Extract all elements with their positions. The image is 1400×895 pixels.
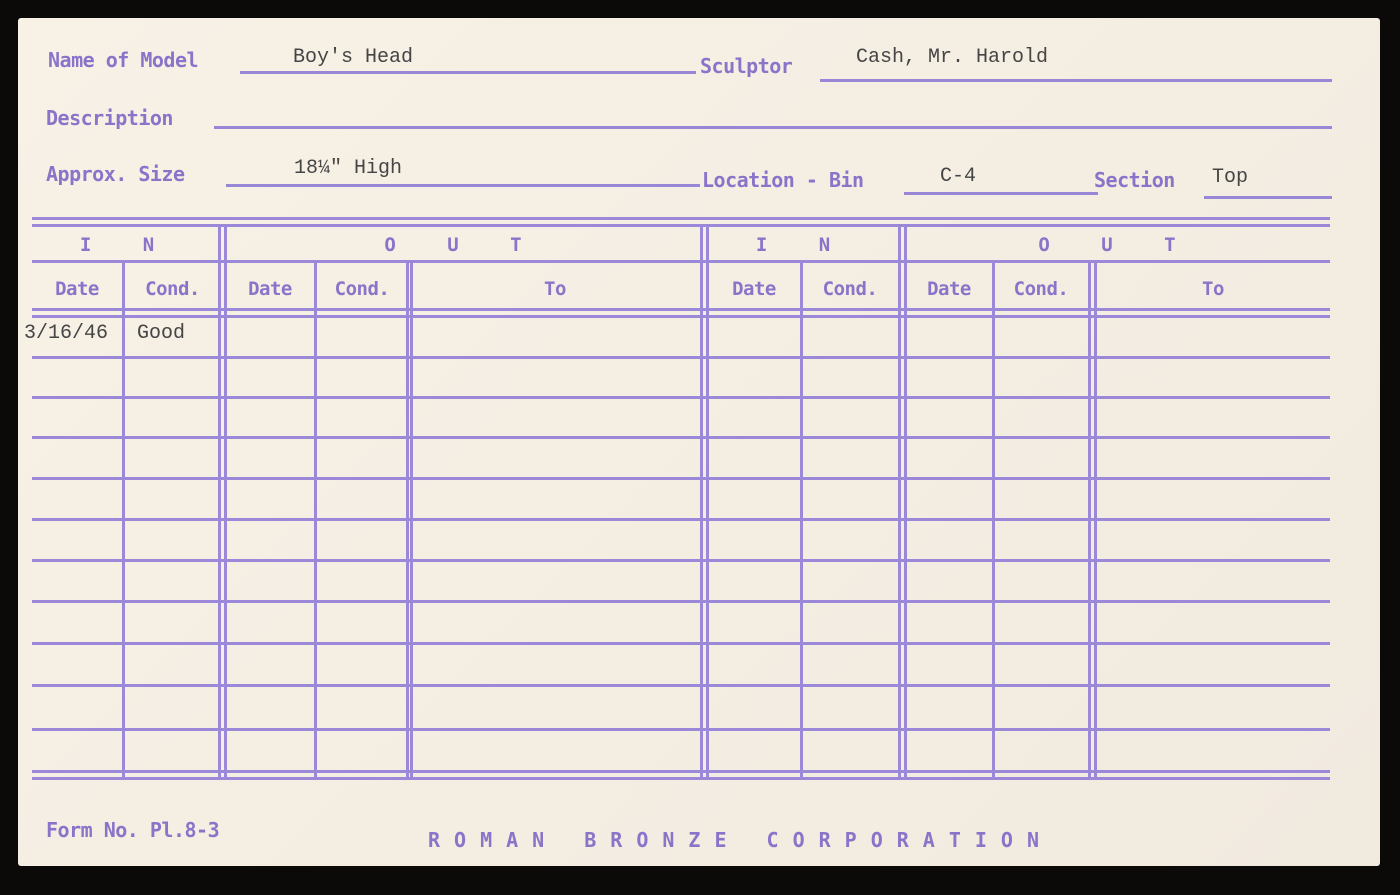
table-column-rule (898, 224, 901, 778)
location-underline (904, 192, 1098, 195)
name-of-model-value: Boy's Head (293, 46, 414, 69)
sculptor-label: Sculptor (700, 54, 793, 78)
catalog-card (18, 18, 1380, 866)
table-column-rule (800, 263, 803, 778)
description-underline (214, 126, 1332, 129)
table-group-header: I N (79, 234, 175, 256)
table-column-rule (218, 224, 221, 778)
table-cell: 3/16/46 (24, 322, 109, 345)
description-label: Description (46, 106, 173, 130)
table-column-rule (410, 263, 413, 778)
table-group-header: I N (755, 234, 851, 256)
section-label: Section (1094, 168, 1175, 192)
table-column-rule (122, 263, 125, 778)
sculptor-underline (820, 79, 1332, 82)
table-column-rule (992, 263, 995, 778)
table-column-rule (224, 224, 227, 778)
sculptor-value: Cash, Mr. Harold (856, 46, 1049, 69)
section-underline (1204, 196, 1332, 199)
table-column-header: Cond. (145, 278, 200, 300)
company-name: ROMAN BRONZE CORPORATION (428, 828, 1053, 852)
table-column-header: To (1202, 278, 1224, 300)
form-number: Form No. Pl.8-3 (46, 818, 220, 842)
table-column-rule (314, 263, 317, 778)
name-of-model-label: Name of Model (48, 48, 199, 72)
table-cell: Good (137, 322, 186, 345)
table-column-rule (700, 224, 703, 778)
table-group-header: O U T (1038, 234, 1196, 256)
table-column-rule (904, 224, 907, 778)
table-column-rule (406, 263, 409, 778)
section-value: Top (1212, 166, 1249, 189)
table-column-header: Cond. (334, 278, 390, 300)
location-label: Location - Bin (702, 168, 864, 192)
table-column-header: Date (927, 278, 971, 300)
table-column-header: Date (732, 278, 776, 300)
table-column-header: Date (55, 278, 99, 300)
table-column-rule (1088, 263, 1091, 778)
table-column-header: Cond. (822, 278, 878, 300)
name-of-model-underline (240, 71, 696, 74)
table-column-header: To (544, 278, 566, 300)
table-column-header: Date (248, 278, 292, 300)
table-column-rule (1094, 263, 1097, 778)
approx-size-value: 18¼" High (294, 157, 403, 180)
approx-size-label: Approx. Size (46, 162, 185, 186)
table-group-header: O U T (384, 234, 542, 256)
location-value: C-4 (940, 165, 977, 188)
table-column-rule (706, 224, 709, 778)
table-column-header: Cond. (1013, 278, 1069, 300)
table-top-rule-outer (32, 217, 1330, 220)
approx-size-underline (226, 184, 700, 187)
